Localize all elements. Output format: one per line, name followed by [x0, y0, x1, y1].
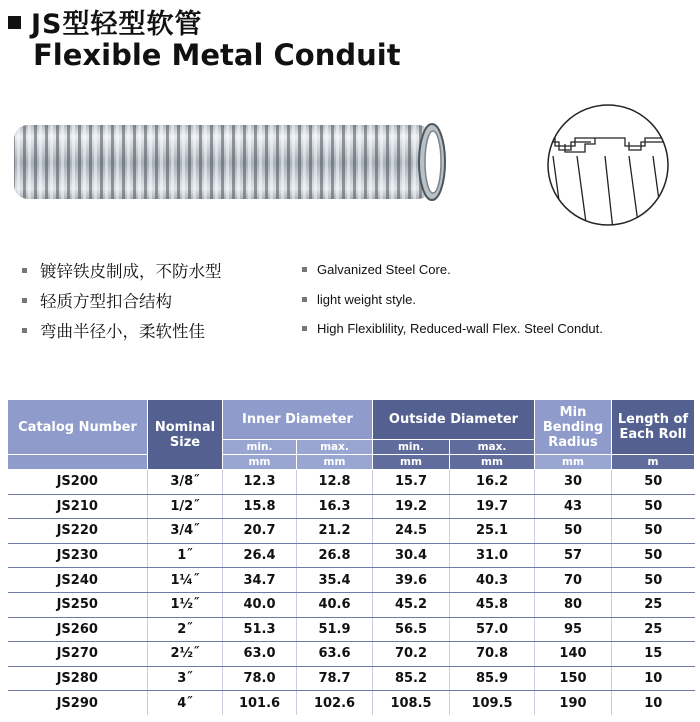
unit-outside-max: mm [450, 455, 535, 470]
cell-catalog: JS200 [8, 470, 148, 495]
cell-inner-min: 51.3 [223, 617, 297, 642]
sub-header-inner-min: min. [223, 440, 297, 455]
cell-catalog: JS280 [8, 666, 148, 691]
feature-cn-2 [22, 288, 172, 312]
cell-size: 3˝ [148, 666, 223, 691]
cell-bending-radius: 150 [535, 666, 612, 691]
cell-bending-radius: 140 [535, 642, 612, 667]
col-header-length: Length of Each Roll [612, 400, 695, 455]
cell-outside-min: 30.4 [373, 543, 450, 568]
sub-header-outside-min: min. [373, 440, 450, 455]
cell-catalog: JS270 [8, 642, 148, 667]
table-row [8, 642, 695, 667]
sub-header-inner-max: max. [297, 440, 373, 455]
cell-inner-max: 16.3 [297, 494, 373, 519]
table-row [8, 666, 695, 691]
feature-en-3 [302, 321, 603, 336]
col-header-bending: Min Bending Radius [535, 400, 612, 455]
cell-outside-max: 40.3 [450, 568, 535, 593]
cell-outside-max: 57.0 [450, 617, 535, 642]
cell-inner-min: 12.3 [223, 470, 297, 495]
table-row [8, 568, 695, 593]
unit-outside-min: mm [373, 455, 450, 470]
cell-catalog: JS220 [8, 519, 148, 544]
cell-inner-max: 102.6 [297, 691, 373, 715]
cell-inner-min: 20.7 [223, 519, 297, 544]
cell-roll-length: 25 [612, 617, 695, 642]
feature-en-text: Galvanized Steel Core. [317, 262, 451, 277]
cell-inner-min: 34.7 [223, 568, 297, 593]
sub-header-catalog-blank [8, 455, 148, 470]
cell-catalog: JS290 [56, 695, 98, 711]
cell-inner-max: 12.8 [297, 470, 373, 495]
table-row [8, 543, 695, 568]
table-row [8, 494, 695, 519]
cell-size: 3/8˝ [148, 470, 223, 495]
cell-outside-min: 70.2 [373, 642, 450, 667]
cell-outside-min: 39.6 [373, 568, 450, 593]
cell-inner-min: 26.4 [223, 543, 297, 568]
bullet-icon [22, 268, 27, 273]
cell-inner-min: 78.0 [223, 666, 297, 691]
cell-catalog: JS260 [8, 617, 148, 642]
page-title-cn [8, 4, 203, 38]
cell-inner-max: 51.9 [297, 617, 373, 642]
cell-outside-min: 19.2 [373, 494, 450, 519]
unit-bending: mm [535, 455, 612, 470]
cell-inner-max: 21.2 [297, 519, 373, 544]
cell-size: 3/4˝ [148, 519, 223, 544]
bullet-icon [22, 298, 27, 303]
cell-size: 1˝ [148, 543, 223, 568]
cell-size: 2˝ [148, 617, 223, 642]
cell-bending-radius: 50 [535, 519, 612, 544]
table-row [8, 617, 695, 642]
cell-inner-min: 15.8 [223, 494, 297, 519]
cell-size: 1/2˝ [148, 494, 223, 519]
cell-outside-min: 85.2 [373, 666, 450, 691]
cell-outside-min: 15.7 [373, 470, 450, 495]
feature-en-text: High Flexiblility, Reduced-wall Flex. Steel Condut. [317, 321, 603, 336]
conduit-product-image [12, 110, 452, 215]
cell-size: 2½˝ [148, 642, 223, 667]
spec-table [7, 399, 695, 715]
table-row [8, 592, 695, 617]
cell-size: 4˝ [148, 691, 223, 715]
table-row [8, 519, 695, 544]
cell-roll-length: 50 [612, 543, 695, 568]
cell-outside-max: 19.7 [450, 494, 535, 519]
bullet-square-icon [8, 16, 21, 29]
cell-catalog: JS230 [8, 543, 148, 568]
col-header-catalog: Catalog Number [8, 400, 148, 455]
cell-outside-max: 45.8 [450, 592, 535, 617]
unit-length: m [612, 455, 695, 470]
cell-bending-radius: 43 [535, 494, 612, 519]
feature-en-text: light weight style. [317, 292, 416, 307]
bullet-icon [302, 297, 307, 302]
bullet-icon [302, 326, 307, 331]
table-row [8, 470, 695, 495]
cell-outside-min: 24.5 [373, 519, 450, 544]
cell-roll-length: 50 [612, 568, 695, 593]
cell-outside-max: 109.5 [450, 691, 535, 715]
cell-roll-length: 10 [612, 666, 695, 691]
cell-bending-radius: 70 [535, 568, 612, 593]
cell-roll-length: 50 [612, 494, 695, 519]
feature-cn-text: 弯曲半径小，柔软性佳 [40, 322, 205, 341]
cell-bending-radius: 30 [535, 470, 612, 495]
col-header-outside: Outside Diameter [373, 400, 535, 440]
cell-size: 1¼˝ [148, 568, 223, 593]
cell-inner-max: 63.6 [297, 642, 373, 667]
cell-inner-max: 35.4 [297, 568, 373, 593]
cell-size: 1½˝ [148, 592, 223, 617]
feature-cn-1 [22, 258, 222, 282]
col-header-inner: Inner Diameter [223, 400, 373, 440]
feature-en-1 [302, 262, 451, 277]
cell-catalog: JS250 [8, 592, 148, 617]
cell-roll-length: 50 [612, 519, 695, 544]
cell-inner-max: 26.8 [297, 543, 373, 568]
cell-catalog: JS240 [8, 568, 148, 593]
cell-inner-min: 63.0 [223, 642, 297, 667]
unit-inner-min: mm [223, 455, 297, 470]
bullet-icon [302, 267, 307, 272]
cell-roll-length: 15 [612, 642, 695, 667]
page-title-en: Flexible Metal Conduit [33, 38, 401, 72]
cell-bending-radius: 57 [535, 543, 612, 568]
cell-roll-length: 10 [612, 691, 695, 715]
cell-roll-length: 50 [612, 470, 695, 495]
cell-inner-min: 40.0 [223, 592, 297, 617]
cell-outside-min: 45.2 [373, 592, 450, 617]
conduit-profile-diagram [543, 100, 673, 230]
cell-bending-radius: 80 [535, 592, 612, 617]
cell-outside-min: 108.5 [373, 691, 450, 715]
cell-catalog: JS210 [8, 494, 148, 519]
feature-cn-text: 轻质方型扣合结构 [40, 292, 172, 311]
cell-inner-max: 40.6 [297, 592, 373, 617]
cell-outside-max: 85.9 [450, 666, 535, 691]
cell-bending-radius: 190 [535, 691, 612, 715]
cell-roll-length: 25 [612, 592, 695, 617]
feature-en-2 [302, 292, 416, 307]
cell-outside-max: 25.1 [450, 519, 535, 544]
bullet-icon [22, 328, 27, 333]
table-row [8, 691, 695, 715]
title-cn-text: JS型轻型软管 [31, 8, 203, 40]
cell-outside-min: 56.5 [373, 617, 450, 642]
cell-inner-max: 78.7 [297, 666, 373, 691]
cell-inner-min: 101.6 [223, 691, 297, 715]
cell-bending-radius: 95 [535, 617, 612, 642]
sub-header-outside-max: max. [450, 440, 535, 455]
feature-cn-3 [22, 318, 205, 342]
cell-outside-max: 70.8 [450, 642, 535, 667]
cell-outside-max: 16.2 [450, 470, 535, 495]
unit-inner-max: mm [297, 455, 373, 470]
col-header-nominal: Nominal Size [148, 400, 223, 470]
feature-cn-text: 镀锌铁皮制成，不防水型 [40, 262, 222, 281]
cell-outside-max: 31.0 [450, 543, 535, 568]
